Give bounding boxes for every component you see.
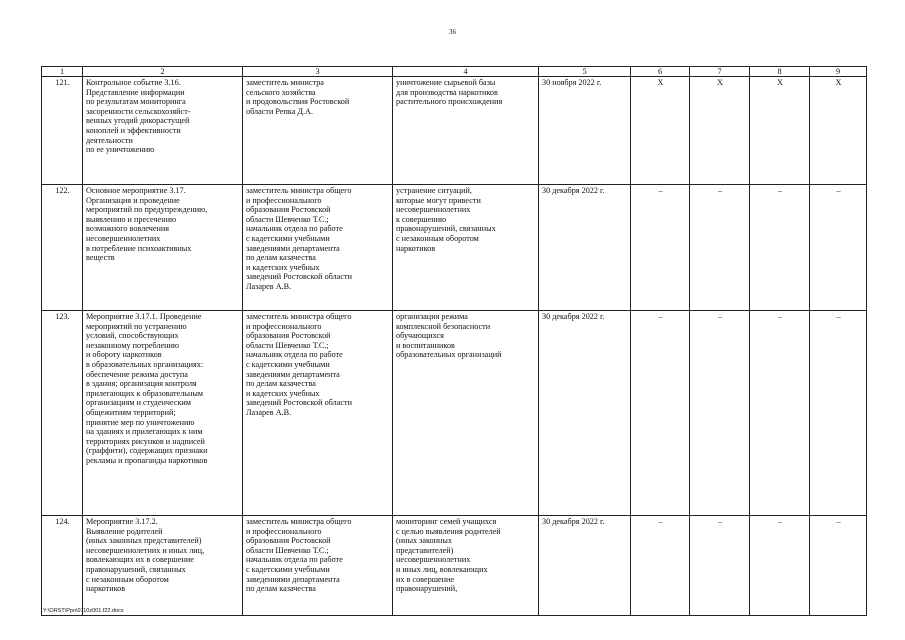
col7-cell: Х xyxy=(690,77,750,185)
col6-cell: – xyxy=(631,311,690,516)
table-header-row xyxy=(42,67,867,77)
footer-file-path: Y:\ORST\Ppo\0110z001.f22.docx xyxy=(43,608,124,614)
col9-cell: – xyxy=(810,311,867,516)
table-row xyxy=(42,77,867,185)
col8-cell: – xyxy=(750,516,810,616)
table-row xyxy=(42,311,867,516)
responsible-cell: заместитель министра общего и профессионального образования Ростовской области Шевченко Т.С.; начальник отдела по работе с кадетскими учебными заведениями департамента по делам казачества и кадетских учебных заведений Ростовской области Лазарев А.В. xyxy=(243,185,393,311)
header-cell: 3 xyxy=(243,67,393,77)
col7-cell: – xyxy=(690,311,750,516)
date-cell: 30 декабря 2022 г. xyxy=(539,516,631,616)
page-number: 36 xyxy=(449,28,456,36)
col8-cell: – xyxy=(750,185,810,311)
date-cell: 30 декабря 2022 г. xyxy=(539,311,631,516)
col8-cell: Х xyxy=(750,77,810,185)
header-cell: 8 xyxy=(750,67,810,77)
table-row xyxy=(42,185,867,311)
row-number: 123. xyxy=(42,311,83,516)
col8-cell: – xyxy=(750,311,810,516)
event-cell: Мероприятие 3.17.1. Проведение мероприятий по устранению условий, способствующих незаконному потреблению и обороту наркотиков в образовательных организациях: обеспечение режима доступа в здания; организация контроля прилегающих к образовательным организациям и студенческим общежитиям территорий; принятие мер по уничтожению на зданиях и прилегающих к ним территориях рисунков и надписей (граффити), содержащих признаки рекламы и пропаганды наркотиков xyxy=(83,311,243,516)
date-cell: 30 декабря 2022 г. xyxy=(539,185,631,311)
event-cell: Основное мероприятие 3.17. Организация и проведение мероприятий по предупреждению, выявлению и пресечению возможного вовлечения несовершеннолетних в потребление психоактивных веществ xyxy=(83,185,243,311)
header-cell: 7 xyxy=(690,67,750,77)
header-cell: 1 xyxy=(42,67,83,77)
row-number: 124. xyxy=(42,516,83,616)
result-cell: уничтожение сырьевой базы для производства наркотиков растительного происхождения xyxy=(393,77,539,185)
col6-cell: Х xyxy=(631,77,690,185)
row-number: 122. xyxy=(42,185,83,311)
header-cell: 2 xyxy=(83,67,243,77)
header-cell: 5 xyxy=(539,67,631,77)
plan-table xyxy=(41,66,867,616)
header-cell: 4 xyxy=(393,67,539,77)
header-cell: 6 xyxy=(631,67,690,77)
responsible-cell: заместитель министра общего и профессионального образования Ростовской области Шевченко Т.С.; начальник отдела по работе с кадетскими учебными заведениями департамента по делам казачества xyxy=(243,516,393,616)
event-cell: Контрольное событие 3.16. Представление информации по результатам мониторинга засоренности сельскохозяйст- венных угодий дикорастущей коноплей и эффективности деятельности по ее уничтожению xyxy=(83,77,243,185)
col9-cell: – xyxy=(810,185,867,311)
responsible-cell: заместитель министра общего и профессионального образования Ростовской области Шевченко Т.С.; начальник отдела по работе с кадетскими учебными заведениями департамента по делам казачества и кадетских учебных заведений Ростовской области Лазарев А.В. xyxy=(243,311,393,516)
col9-cell: Х xyxy=(810,77,867,185)
col7-cell: – xyxy=(690,185,750,311)
col7-cell: – xyxy=(690,516,750,616)
result-cell: мониторинг семей учащихся с целью выявления родителей (иных законных представителей) несовершеннолетних и иных лиц, вовлекающих их в совершение правонарушений, xyxy=(393,516,539,616)
result-cell: устранение ситуаций, которые могут привести несовершеннолетних к совершению правонарушений, связанных с незаконным оборотом наркотиков xyxy=(393,185,539,311)
date-cell: 30 ноября 2022 г. xyxy=(539,77,631,185)
col9-cell: – xyxy=(810,516,867,616)
responsible-cell: заместитель министра сельского хозяйства и продовольствия Ростовской области Репка Д.А. xyxy=(243,77,393,185)
row-number: 121. xyxy=(42,77,83,185)
header-cell: 9 xyxy=(810,67,867,77)
table-row xyxy=(42,516,867,616)
col6-cell: – xyxy=(631,185,690,311)
event-cell: Мероприятие 3.17.2. Выявление родителей (иных законных представителей) несовершеннолетних и иных лиц, вовлекающих их в совершение правонарушений, связанных с незаконным оборотом наркотиков xyxy=(83,516,243,616)
col6-cell: – xyxy=(631,516,690,616)
result-cell: организация режима комплексной безопасности обучающихся и воспитанников образовательных организаций xyxy=(393,311,539,516)
